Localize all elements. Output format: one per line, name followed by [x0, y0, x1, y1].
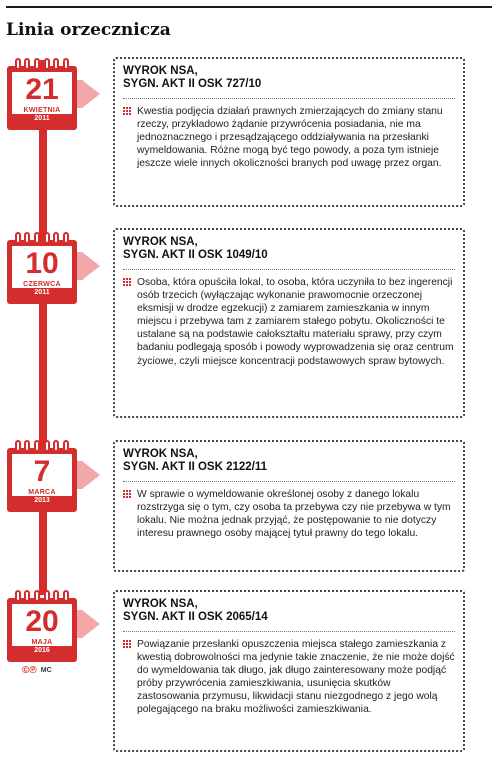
publisher-logo	[22, 665, 52, 676]
date-day: 7	[33, 455, 51, 488]
page-title: Linia orzecznicza	[6, 20, 171, 40]
date-year: 2011	[12, 114, 72, 124]
divider	[123, 98, 455, 99]
ruling-text: W sprawie o wymeldowanie określonej osoby z danego lokalu rozstrzyga się o tym, czy osoba ta przebywa czy nie przebywa w tym lokalu. Nie można jednak przyjąć, że postępowanie to nie dotyczy interesu prawnego osoby mającej tytuł prawny do tego lokalu.	[137, 489, 451, 540]
ruling-card	[113, 57, 465, 207]
bullet-icon	[123, 490, 132, 499]
date-year: 2013	[12, 496, 72, 506]
ruling-card	[113, 590, 465, 752]
publisher-mark: ©℗	[22, 665, 37, 676]
arrow-icon	[82, 610, 100, 638]
ruling-case-number: SYGN. AKT II OSK 2065/14	[123, 611, 268, 623]
timeline-line	[39, 60, 47, 595]
date-month: MARCA	[28, 489, 56, 496]
date-month: MAJA	[31, 639, 53, 646]
ruling-text: Kwestia podjęcia działań prawnych zmierzających do zmiany stanu rzeczy, przykładowo żądanie przywrócenia posiadania, nie ma jednoznacznego i przesądzającego oddziaływania na przesłanki wymeldowania. Różne mogą być tego powody, a poza tym istnieje jeszcze wiele innych okoliczności branych pod uwagę przez organ.	[137, 106, 443, 170]
date-year: 2011	[12, 288, 72, 298]
bullet-icon	[123, 278, 132, 287]
ruling-case-number: SYGN. AKT II OSK 1049/10	[123, 249, 268, 261]
ruling-title: WYROK NSA,	[123, 65, 198, 77]
calendar-icon	[7, 590, 77, 662]
bullet-icon	[123, 640, 132, 649]
calendar-icon	[7, 58, 77, 130]
ruling-title: WYROK NSA,	[123, 236, 198, 248]
ruling-text: Osoba, która opuściła lokal, to osoba, która uczyniła to bez ingerencji osób trzecich (wyłączając wykonanie prawomocnie orzeczonej eksmisji w drodze egzekucji) z zamiarem zamieszkania w innym miejscu i przebywa tam z zamiarem stałego pobytu. Okoliczności te ustalane są na podstawie całokształtu materiału sprawy, przy czym badaniu podlegają sposób i powody wyprowadzenia się oraz centrum życiowe, czyli miejsce koncentracji podstawowych spraw bytowych.	[137, 277, 454, 367]
date-day: 20	[25, 605, 59, 638]
date-year: 2016	[12, 646, 72, 656]
divider	[123, 269, 455, 270]
ruling-text: Powiązanie przesłanki opuszczenia miejsca stałego zamieszkania z kwestią dobrowolności ma jedynie takie znaczenie, że nie może dojść do wymeldowania tak długo, jak długo zainteresowany może podjąć próby przywrócenia zamieszkiwania, usunięcia skutków zastosowania przymusu, likwidacji stanu niezgodnego z jego wolą polegającego na braku możliwości zamieszkiwania.	[137, 639, 455, 716]
divider	[123, 631, 455, 632]
date-month: KWIETNIA	[23, 107, 61, 114]
ruling-case-number: SYGN. AKT II OSK 2122/11	[123, 461, 268, 473]
ruling-card	[113, 440, 465, 572]
ruling-title: WYROK NSA,	[123, 448, 198, 460]
calendar-icon	[7, 232, 77, 304]
top-rule	[6, 6, 492, 8]
date-month: CZERWCA	[23, 281, 61, 288]
ruling-card	[113, 228, 465, 418]
divider	[123, 481, 455, 482]
calendar-icon	[7, 440, 77, 512]
author-initials: MC	[40, 667, 52, 674]
date-day: 10	[25, 247, 59, 280]
arrow-icon	[82, 252, 100, 280]
date-day: 21	[25, 73, 59, 106]
ruling-title: WYROK NSA,	[123, 598, 198, 610]
bullet-icon	[123, 107, 132, 116]
arrow-icon	[82, 461, 100, 489]
ruling-case-number: SYGN. AKT II OSK 727/10	[123, 78, 262, 90]
arrow-icon	[82, 80, 100, 108]
